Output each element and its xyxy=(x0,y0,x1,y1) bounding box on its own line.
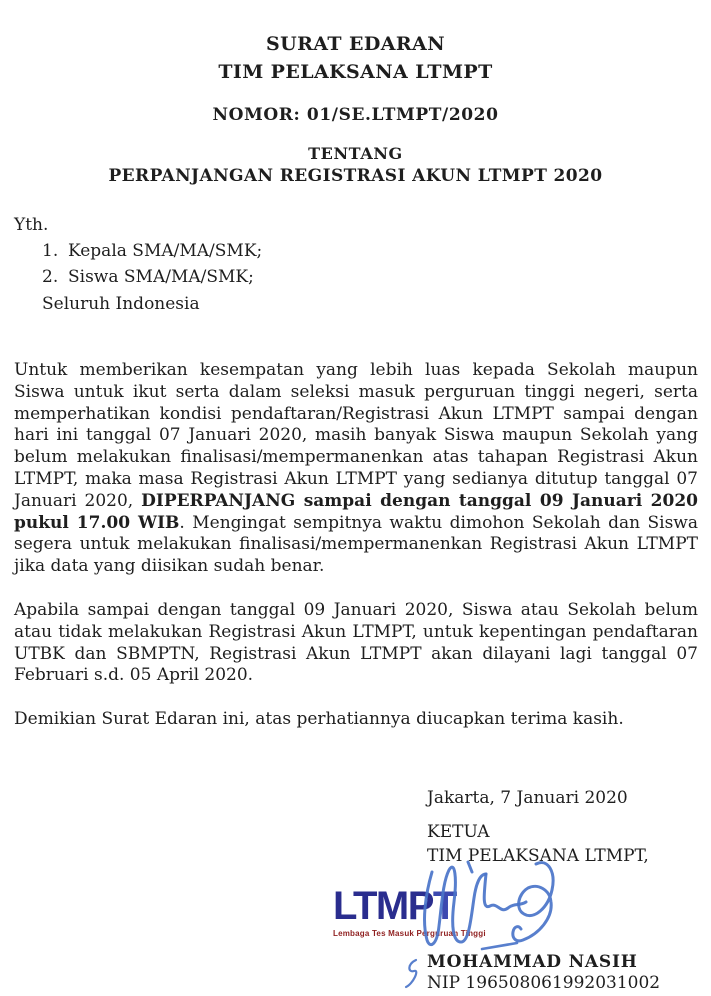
body-paragraph-2: Apabila sampai dengan tanggal 09 Januari 2020, Siswa atau Sekolah belum atau tidak melakukan Registrasi Akun LTMPT, untuk kepentingan pendaftaran UTBK dan SBMPTN, Registrasi Akun LTMPT akan dilayani lagi tanggal 07 Februari s.d. 05 April 2020. xyxy=(14,599,698,686)
signer-name: MOHAMMAD NASIH xyxy=(427,952,638,972)
paragraph-text: Untuk memberikan kesempatan yang lebih luas kepada Sekolah maupun Siswa untuk ikut serta dalam seleksi masuk perguruan tinggi negeri, serta memperhatikan kondisi pendaftaran/Registrasi Akun LTMPT sampai dengan hari ini tanggal 07 Januari 2020, masih banyak Siswa maupun Sekolah yang belum melakukan finalisasi/mempermanenkan atas tahapan Registrasi Akun LTMPT, maka masa Registrasi Akun LTMPT yang sedianya ditutup tanggal 07 Januari 2020, xyxy=(14,360,698,511)
recipient-number: 1. xyxy=(42,241,59,261)
recipient-label: Kepala SMA/MA/SMK; xyxy=(68,241,263,261)
recipient-item xyxy=(14,264,262,290)
handwritten-signature xyxy=(398,856,578,994)
signer-title: KETUA xyxy=(427,822,490,842)
paragraph-text: . Mengingat sempitnya waktu dimohon Sekolah dan Siswa segera untuk melakukan finalisasi/mempermanenkan Registrasi Akun LTMPT jika data yang diisikan sudah benar. xyxy=(14,512,698,577)
signer-organization: TIM PELAKSANA LTMPT, xyxy=(427,846,649,866)
recipient-number: 2. xyxy=(42,267,59,287)
body-paragraph-1 xyxy=(14,360,698,578)
place-date: Jakarta, 7 Januari 2020 xyxy=(427,788,628,808)
recipient-label: Siswa SMA/MA/SMK; xyxy=(68,267,254,287)
recipients-block xyxy=(14,212,262,317)
logo-tagline: Lembaga Tes Masuk Perguruan Tinggi xyxy=(333,929,486,938)
letter-subject: PERPANJANGAN REGISTRASI AKUN LTMPT 2020 xyxy=(108,166,603,186)
signer-nip: NIP 196508061992031002 xyxy=(427,973,661,993)
extension-emphasis: DIPERPANJANG sampai dengan tanggal 09 Januari 2020 pukul 17.00 WIB xyxy=(14,490,698,533)
closing-paragraph: Demikian Surat Edaran ini, atas perhatiannya diucapkan terima kasih. xyxy=(14,709,624,730)
letter-body xyxy=(14,360,698,731)
letter-header xyxy=(0,30,711,188)
logo-wordmark-blue: T xyxy=(432,884,456,928)
logo-wordmark-navy: LTMP xyxy=(333,884,433,928)
recipient-region: Seluruh Indonesia xyxy=(42,294,200,314)
letter-organization: TIM PELAKSANA LTMPT xyxy=(218,61,493,83)
recipient-item xyxy=(14,238,262,264)
letter-about-label: TENTANG xyxy=(308,144,403,163)
letter-number: NOMOR: 01/SE.LTMPT/2020 xyxy=(212,105,499,125)
salutation: Yth. xyxy=(14,215,49,235)
letter-title: SURAT EDARAN xyxy=(266,33,445,55)
